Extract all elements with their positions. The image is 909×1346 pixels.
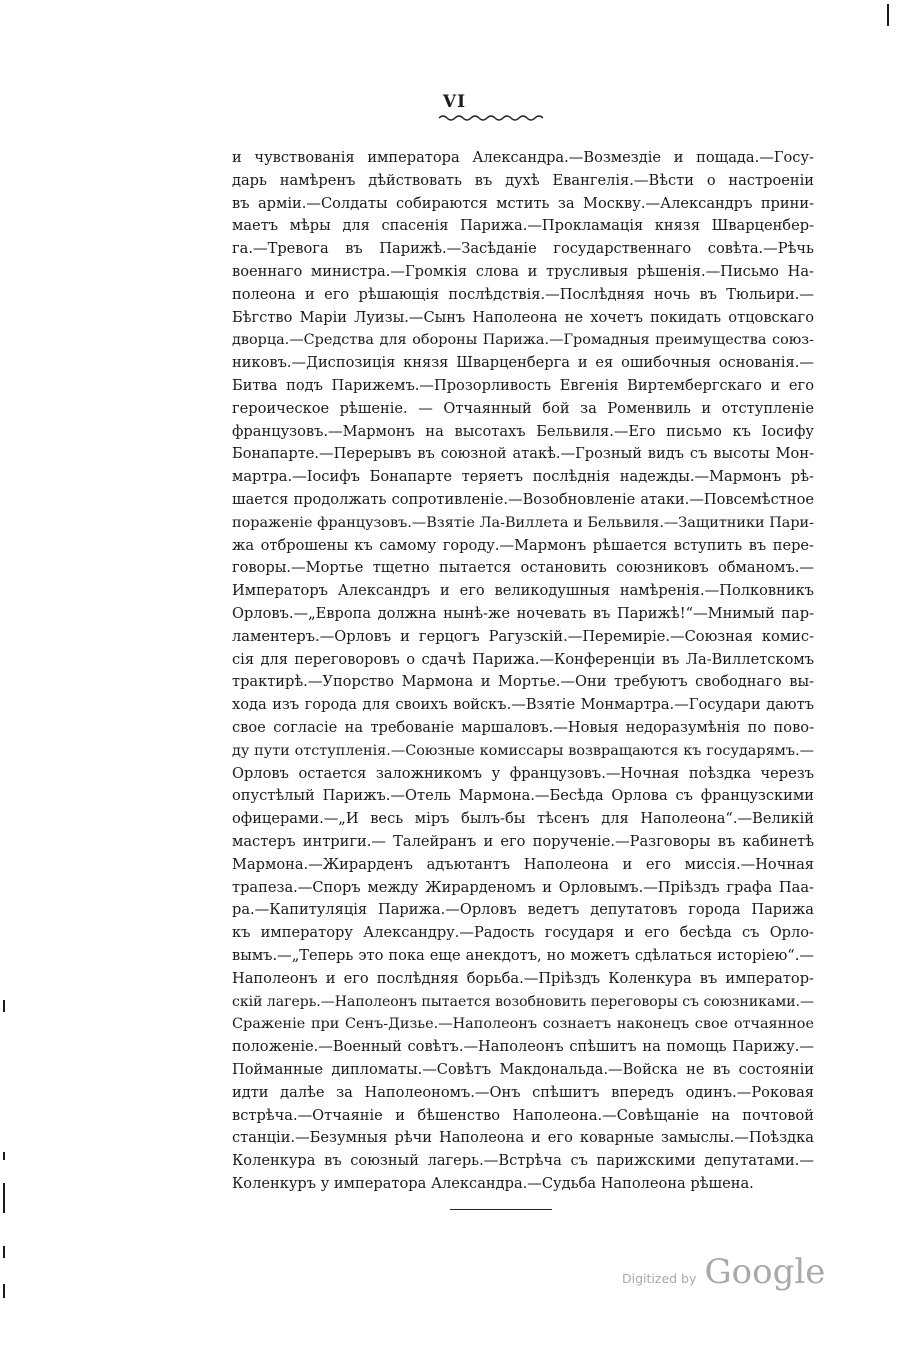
text-line: Бонапарте.—Перерывъ въ союзной атакѣ.—Грозный видъ съ высоты Мон-: [232, 445, 814, 463]
text-line: встрѣча.—Отчаяніе и бѣшенство Наполеона.—Совѣщаніе на почтовой: [232, 1106, 814, 1124]
text-line: и чувствованія императора Александра.—Возмездіе и пощада.—Госу-: [232, 149, 814, 166]
text-line: ра.—Капитуляція Парижа.—Орловъ ведетъ депутатовъ города Парижа: [232, 901, 814, 919]
text-line: жа отброшены къ самому городу.—Мармонъ рѣшается вступить въ пере-: [232, 536, 814, 554]
text-line: Мармона.—Жирарденъ адъютантъ Наполеона и его миссія.—Ночная: [232, 855, 814, 873]
text-line: опустѣлый Парижъ.—Отель Мармона.—Бесѣда Орлова съ французскими: [232, 787, 814, 805]
text-line: шается продолжать сопротивленіе.—Возобновленіе атаки.—Повсемѣстное: [232, 491, 814, 508]
page-number: VI: [442, 92, 467, 112]
text-line: Орловъ.—„Европа должна нынѣ-же ночевать въ Парижѣ!“—Мнимый пар-: [232, 605, 814, 622]
text-line: Битва подъ Парижемъ.—Прозорливость Евгенія Виртембергскаго и его: [232, 377, 814, 394]
text-line: офицерами.—„И весь міръ былъ-бы тѣсенъ для Наполеона“.—Великій: [232, 810, 814, 828]
text-line: героическое рѣшеніе. — Отчаянный бой за Роменвиль и отступленіе: [232, 399, 814, 417]
text-line: свое согласіе на требованіе маршаловъ.—Новыя недоразумѣнія по пово-: [232, 719, 814, 736]
text-line: дворца.—Средства для обороны Парижа.—Громадныя преимущества союз-: [232, 332, 814, 349]
text-line: идти далѣе за Наполеономъ.—Онъ спѣшитъ впередъ одинъ.—Роковая: [232, 1083, 814, 1101]
text-line: дарь намѣренъ дѣйствовать въ духѣ Евангелія.—Вѣсти о настроеніи: [232, 171, 814, 189]
text-line: Императоръ Александръ и его великодушныя намѣренія.—Полковникъ: [232, 582, 814, 600]
text-line: говоры.—Мортье тщетно пытается остановить союзниковъ обманомъ.—: [232, 559, 814, 577]
text-line: никовъ.—Диспозиція князя Шварценберга и ея ошибочныя основанія.—: [232, 354, 814, 372]
text-line: ламентеръ.—Орловъ и герцогъ Рагузскій.—Перемиріе.—Союзная комис-: [232, 627, 814, 645]
text-line: военнаго министра.—Громкія слова и трусливыя рѣшенія.—Письмо На-: [232, 263, 814, 280]
scan-mark: [3, 1152, 5, 1160]
text-line: Коленкуръ у императора Александра.—Судьба Наполеона рѣшена.: [232, 1175, 754, 1192]
text-line: къ императору Александру.—Радость государя и его бесѣда съ Орло-: [232, 924, 814, 942]
text-line: га.—Тревога въ Парижѣ.—Засѣданіе государственнаго совѣта.—Рѣчь: [232, 240, 814, 258]
text-line: Орловъ остается заложникомъ у французовъ.—Ночная поѣздка черезъ: [232, 764, 814, 782]
watermark-prefix: Digitized by: [622, 1271, 697, 1286]
scan-mark: [3, 1284, 5, 1298]
text-line: сія для переговоровъ о сдачѣ Парижа.—Конференціи въ Ла-Виллетскомъ: [232, 650, 814, 668]
text-line: положеніе.—Военный совѣтъ.—Наполеонъ спѣшитъ на помощь Парижу.—: [232, 1038, 814, 1056]
text-line: ду пути отступленія.—Союзные комиссары возвращаются къ государямъ.—: [232, 742, 814, 759]
text-line: станціи.—Безумныя рѣчи Наполеона и его коварные замыслы.—Поѣздка: [232, 1129, 814, 1147]
text-line: въ арміи.—Солдаты собираются мстить за Москву.—Александръ прини-: [232, 194, 814, 212]
text-line: французовъ.—Мармонъ на высотахъ Бельвиля.—Его письмо къ Іосифу: [232, 422, 814, 440]
digitized-watermark: [622, 1252, 825, 1292]
header-ornament: [437, 113, 547, 123]
text-line: полеона и его рѣшающія послѣдствія.—Послѣдняя ночь въ Тюльири.—: [232, 285, 814, 303]
text-line: трапеза.—Споръ между Жирарденомъ и Орловымъ.—Пріѣздъ графа Паа-: [232, 878, 814, 896]
text-line: хода изъ города для своихъ войскъ.—Взятіе Монмартра.—Государи даютъ: [232, 696, 814, 714]
text-line: Сраженіе при Сенъ-Дизье.—Наполеонъ сознаетъ наконецъ свое отчаянное: [232, 1016, 814, 1033]
text-line: Бѣгство Маріи Луизы.—Сынъ Наполеона не хочетъ покидать отцовскаго: [232, 308, 814, 326]
text-line: Пойманные дипломаты.—Совѣтъ Макдональда.—Войска не въ состояніи: [232, 1061, 814, 1078]
scan-mark: [887, 4, 889, 26]
text-line: мастеръ интриги.— Талейранъ и его порученіе.—Разговоры въ кабинетѣ: [232, 833, 814, 850]
text-line: Коленкура въ союзный лагерь.—Встрѣча съ парижскими депутатами.—: [232, 1152, 814, 1170]
scan-mark: [3, 1000, 5, 1012]
text-line: маетъ мѣры для спасенія Парижа.—Прокламація князя Шварценбер-: [232, 217, 814, 235]
watermark-brand: Google: [704, 1252, 826, 1292]
text-line: мартра.—Іосифъ Бонапарте теряетъ послѣднія надежды.—Мармонъ рѣ-: [232, 468, 814, 486]
text-line: вымъ.—„Теперь это пока еще анекдотъ, но можетъ сдѣлаться исторіею“.—: [232, 947, 814, 964]
end-rule: [450, 1209, 552, 1210]
text-line: трактирѣ.—Упорство Мармона и Мортье.—Они требуютъ свободнаго вы-: [232, 673, 814, 691]
scan-mark: [3, 1183, 5, 1213]
text-line: Наполеонъ и его послѣдняя борьба.—Пріѣздъ Коленкура въ император-: [232, 969, 814, 987]
text-line: скій лагерь.—Наполеонъ пытается возобновить переговоры съ союзниками.—: [232, 993, 814, 1010]
scan-mark: [3, 1246, 5, 1258]
text-line: пораженіе французовъ.—Взятіе Ла-Виллета и Бельвиля.—Защитники Пари-: [232, 514, 814, 531]
